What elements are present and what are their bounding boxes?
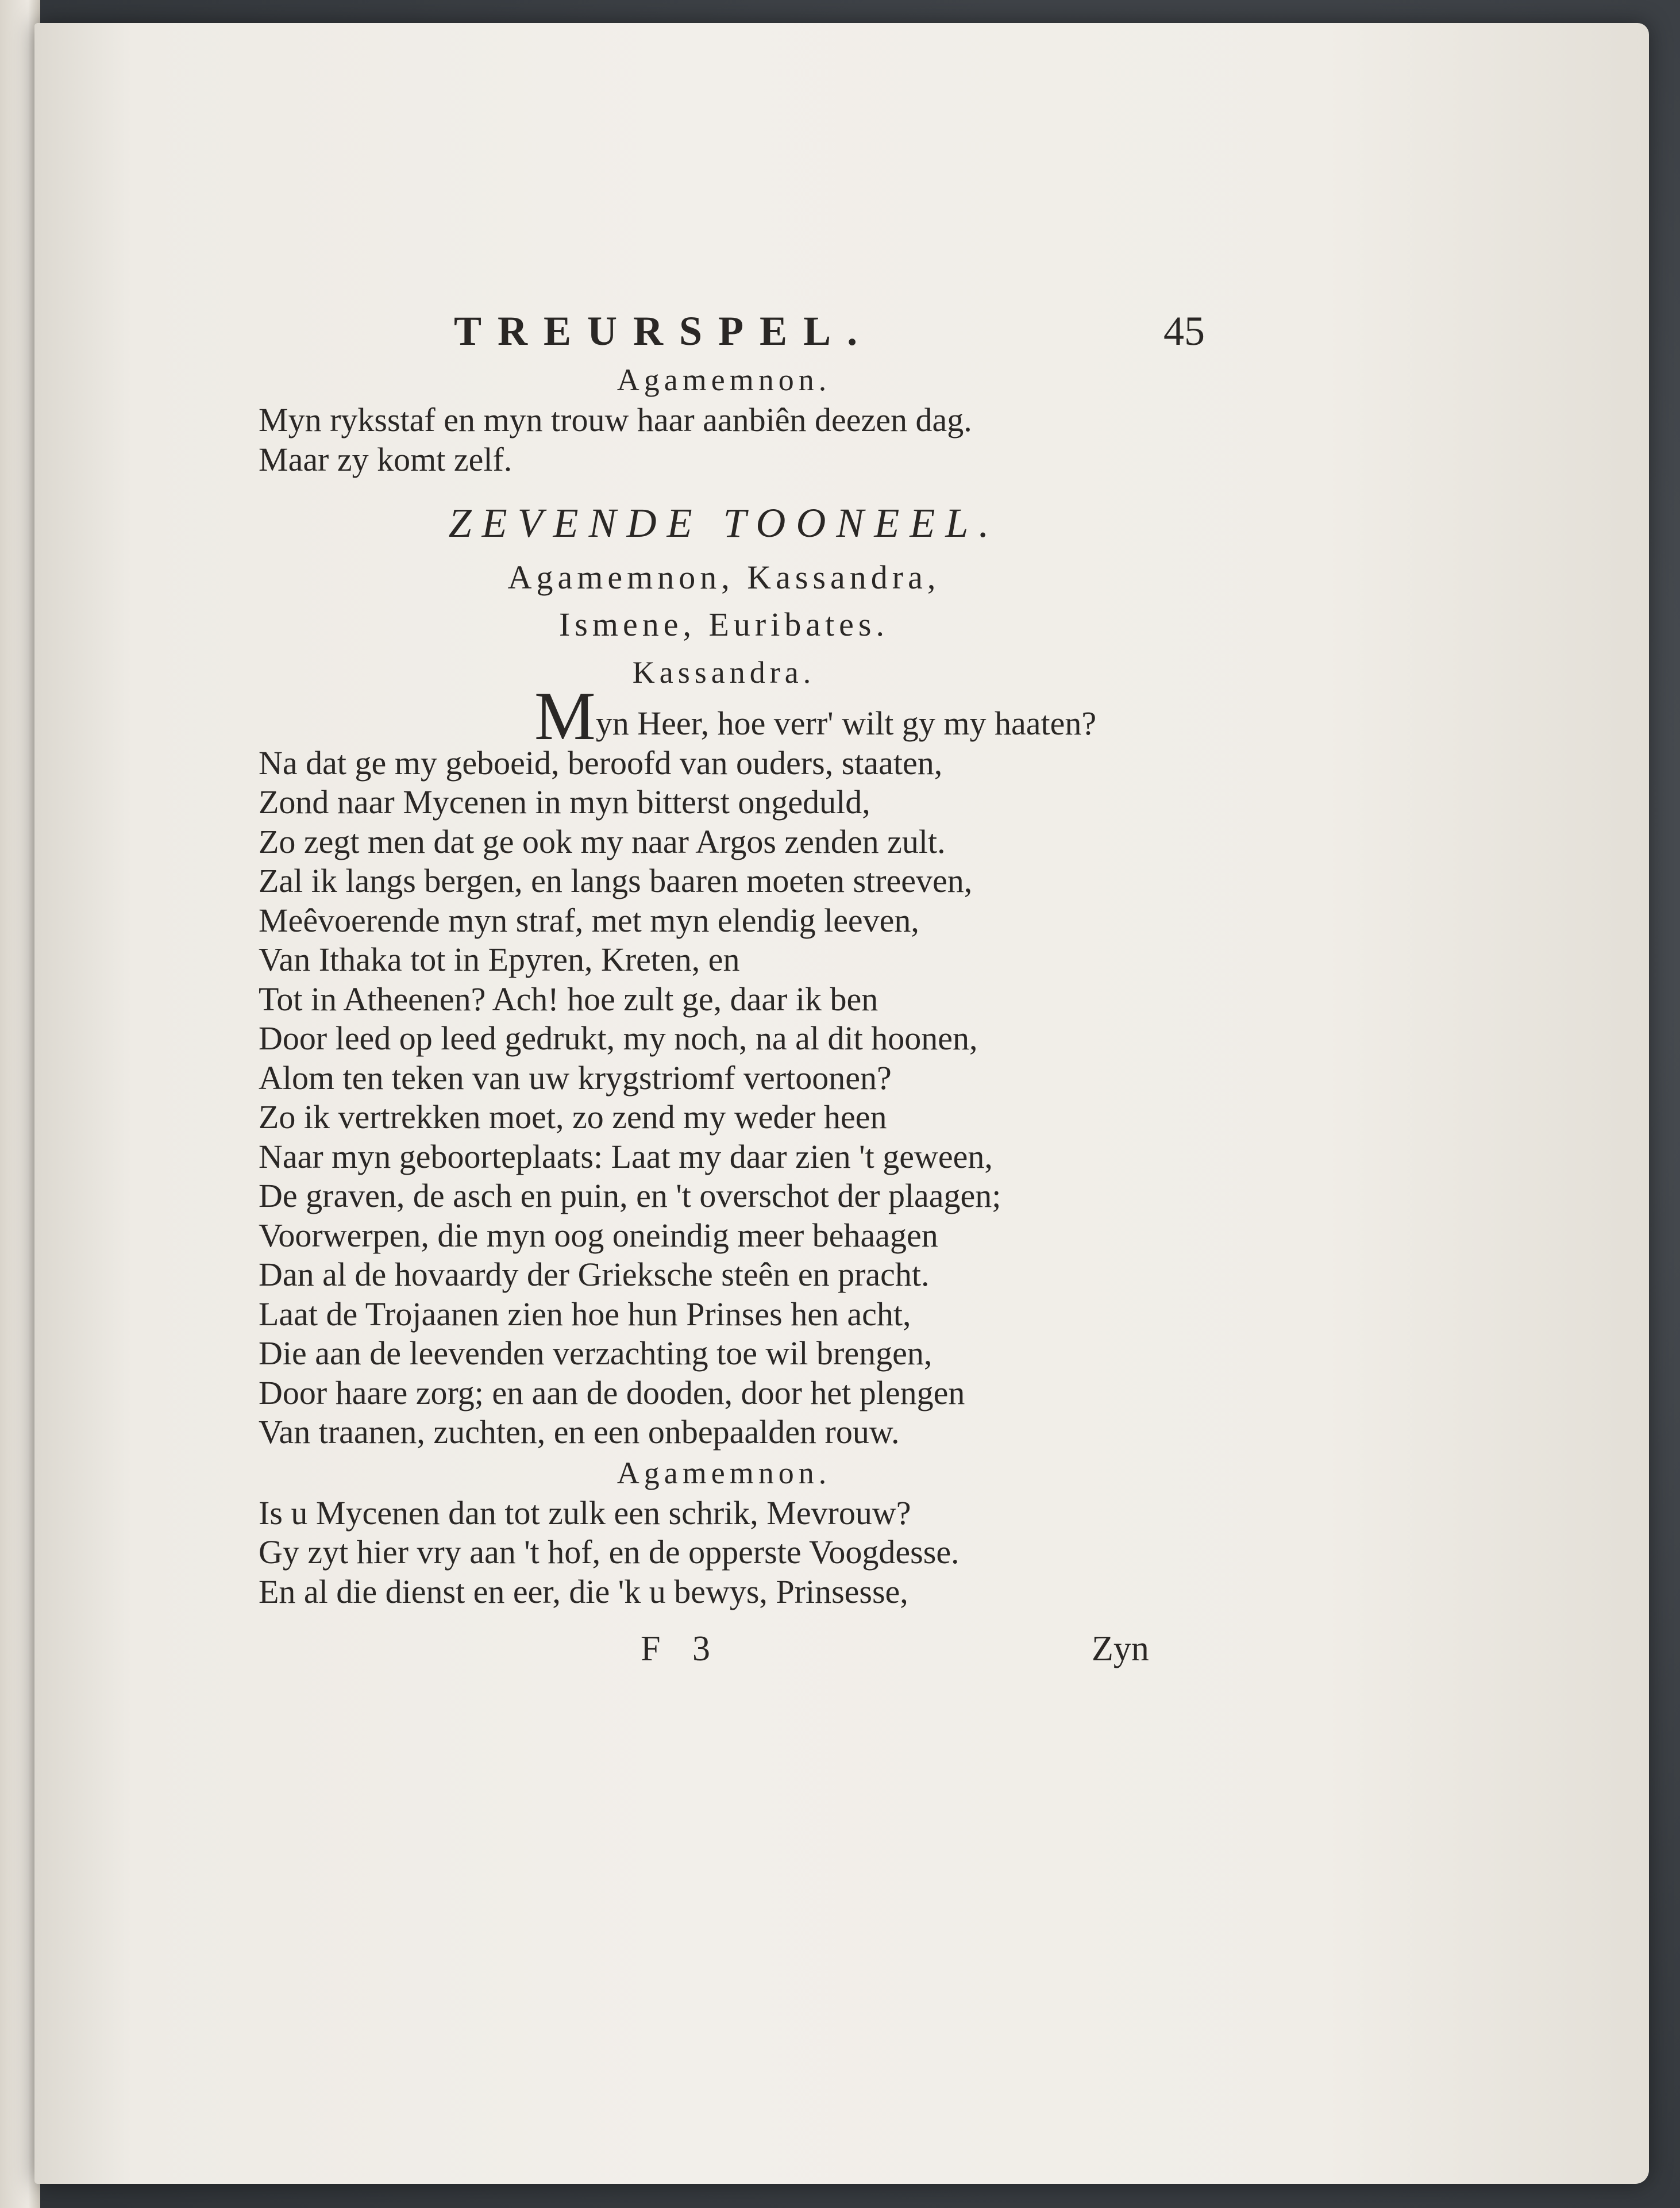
page-footer [259, 1629, 1189, 1686]
text-block [259, 290, 1205, 1686]
page-number: 45 [1163, 308, 1205, 354]
verse-line: Tot in Atheenen? Ach! hoe zult ge, daar ik ben [259, 980, 878, 1018]
verse-line: Is u Mycenen dan tot zulk een schrik, Mevrouw? [259, 1494, 911, 1532]
verse-line: Alom ten teken van uw krygstriomf vertoonen? [259, 1059, 892, 1097]
verse-line-first [259, 678, 1189, 754]
first-line-text: yn Heer, hoe verr' wilt gy my haaten? [595, 705, 1097, 742]
verse-line: Door haare zorg; en aan de dooden, door het plengen [259, 1374, 965, 1411]
verse-line: Van traanen, zuchten, en een onbepaalden rouw. [259, 1413, 900, 1451]
verse-line: Die aan de leevenden verzachting toe wil brengen, [259, 1334, 933, 1372]
verse-line: Van Ithaka tot in Epyren, Kreten, en [259, 941, 740, 978]
verse-line: Naar myn geboorteplaats: Laat my daar zien 't geween, [259, 1137, 993, 1175]
verse-line: En al die dienst en eer, die 'k u bewys, Prinsesse, [259, 1572, 908, 1610]
verse-line: Meêvoerende myn straf, met myn elendig leeven, [259, 901, 919, 939]
verse-line: Zo zegt men dat ge ook my naar Argos zenden zult. [259, 822, 946, 860]
scene-title: ZEVENDE TOONEEL. [448, 500, 1000, 546]
catchword: Zyn [1092, 1629, 1149, 1668]
running-title: TREURSPEL. [454, 308, 874, 354]
character-list-line: Agamemnon, Kassandra, [507, 559, 941, 596]
verse-line: Voorwerpen, die myn oog oneindig meer behaagen [259, 1216, 938, 1254]
verse-line: Gy zyt hier vry aan 't hof, en de opperste Voogdesse. [259, 1533, 960, 1571]
speaker-heading: Agamemnon. [616, 363, 831, 397]
speaker-heading: Agamemnon. [616, 1455, 831, 1490]
verse-line: Myn ryksstaf en myn trouw haar aanbiên deezen dag. [259, 401, 972, 438]
verse-line: Zo ik vertrekken moet, zo zend my weder heen [259, 1098, 887, 1136]
speaker-heading: Kassandra. [632, 655, 816, 690]
verse-line: Zond naar Mycenen in myn bitterst ongeduld, [259, 783, 870, 821]
page-header [259, 290, 1205, 359]
character-list-line: Ismene, Euribates. [558, 606, 889, 643]
verse-line: Maar zy komt zelf. [259, 440, 513, 478]
drop-capital: M [534, 678, 596, 754]
verse-line: Na dat ge my geboeid, beroofd van ouders, staaten, [259, 744, 943, 782]
signature-mark: F 3 [641, 1629, 722, 1668]
verse-line: De graven, de asch en puin, en 't overschot der plaagen; [259, 1177, 1001, 1214]
verse-line: Dan al de hovaardy der Grieksche steên en pracht. [259, 1256, 930, 1293]
verse-line: Laat de Trojaanen zien hoe hun Prinses hen acht, [259, 1295, 911, 1333]
verse-line: Zal ik langs bergen, en langs baaren moeten streeven, [259, 862, 973, 899]
verse-line: Door leed op leed gedrukt, my noch, na al dit hoonen, [259, 1020, 978, 1057]
